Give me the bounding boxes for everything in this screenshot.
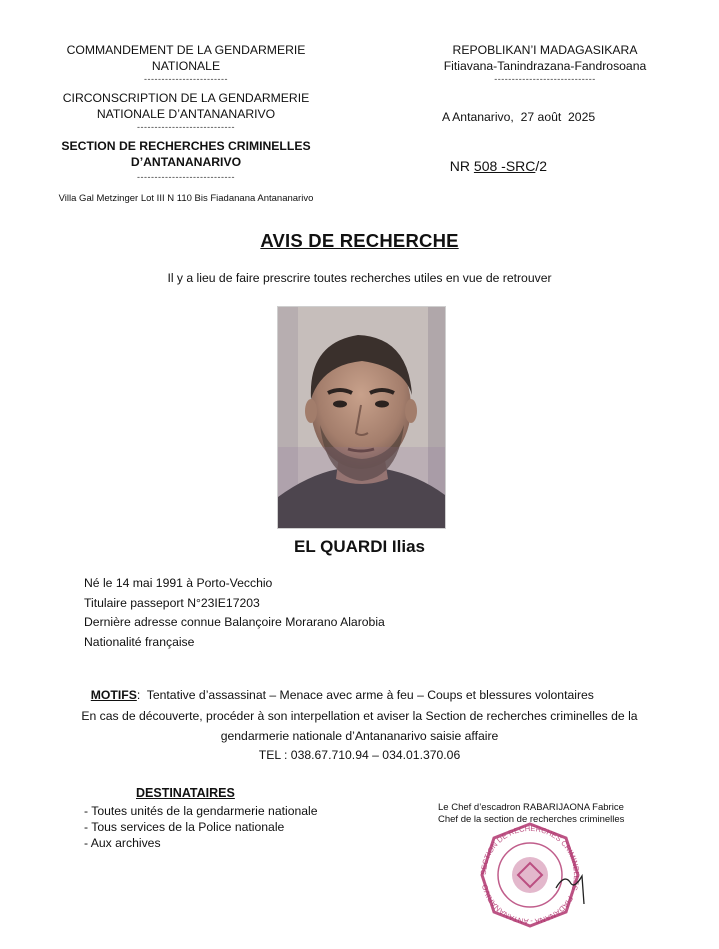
org-line-1: COMMANDEMENT DE LA GENDARMERIE: [66, 43, 306, 57]
instructions-line-1: En cas de découverte, procéder à son interpellation et aviser la Section de recherches criminelles de la: [81, 709, 638, 723]
instructions-line-2: gendarmerie nationale d’Antananarivo saisie affaire: [220, 728, 499, 743]
suspect-name: EL QUARDI Ilias: [294, 537, 425, 556]
separator: ------------------------: [144, 74, 228, 84]
country-name: REPOBLIKAN’I MADAGASIKARA: [452, 43, 638, 57]
birth-info: Né le 14 mai 1991 à Porto-Vecchio: [84, 576, 273, 590]
address-line: Villa Gal Metzinger Lot III N 110 Bis Fiadanana Antananarivo: [58, 193, 314, 204]
document-date: A Antanarivo, 27 août 2025: [442, 110, 596, 124]
destinataires-heading: DESTINATAIRES: [136, 786, 235, 800]
separator: -----------------------------: [494, 74, 596, 84]
stamp-graphic: [460, 818, 600, 933]
intro-text: Il y a lieu de faire prescrire toutes recherches utiles en vue de retrouver: [167, 271, 552, 285]
suspect-photo: [277, 306, 446, 529]
nationality: Nationalité française: [84, 634, 195, 649]
separator: ----------------------------: [137, 172, 235, 182]
signatory-title: Chef de la section de recherches criminelles: [438, 814, 625, 825]
motifs-label: MOTIFS: [90, 688, 137, 702]
reference-number: [442, 142, 547, 174]
org-line-5: SECTION DE RECHERCHES CRIMINELLES: [61, 139, 311, 153]
motifs-text: : Tentative d’assassinat – Menace avec arme à feu – Coups et blessures volontaires: [136, 688, 594, 702]
list-item: - Toutes unités de la gendarmerie nationale: [84, 804, 318, 818]
destinataires-list: [84, 803, 318, 851]
header-left: [30, 42, 342, 182]
signatory-name: Le Chef d’escadron RABARIJAONA Fabrice: [438, 802, 624, 813]
suspect-details: [84, 574, 385, 652]
motifs-line: [84, 671, 594, 703]
official-stamp: [460, 818, 600, 933]
reference-code: 508 -SRC: [473, 158, 536, 174]
org-line-6: D’ANTANANARIVO: [130, 155, 242, 169]
separator: ----------------------------: [137, 122, 235, 132]
stamp-text: SECTION DE RECHERCHES CRIMINELLES · FIADANANA - ANTANANARIVO ·: [478, 823, 582, 927]
org-line-4: NATIONALE D’ANTANANARIVO: [96, 107, 276, 121]
page-title: AVIS DE RECHERCHE: [260, 230, 459, 251]
list-item: - Tous services de la Police nationale: [84, 820, 285, 834]
passport-info: Titulaire passeport N°23IE17203: [84, 595, 260, 610]
last-address: Dernière adresse connue Balançoire Morarano Alarobia: [84, 615, 385, 629]
org-line-3: CIRCONSCRIPTION DE LA GENDARMERIE: [62, 91, 310, 105]
contact-phone: TEL : 038.67.710.94 – 034.01.370.06: [258, 748, 461, 762]
portrait-illustration: [278, 307, 445, 528]
national-motto: Fitiavana-Tanindrazana-Fandrosoana: [443, 59, 647, 73]
instructions: [0, 707, 719, 766]
org-line-2: NATIONALE: [151, 59, 221, 73]
reference-suffix: /2: [535, 158, 548, 174]
list-item: - Aux archives: [84, 836, 161, 850]
reference-prefix: NR: [449, 158, 474, 174]
header-right: [430, 42, 660, 84]
